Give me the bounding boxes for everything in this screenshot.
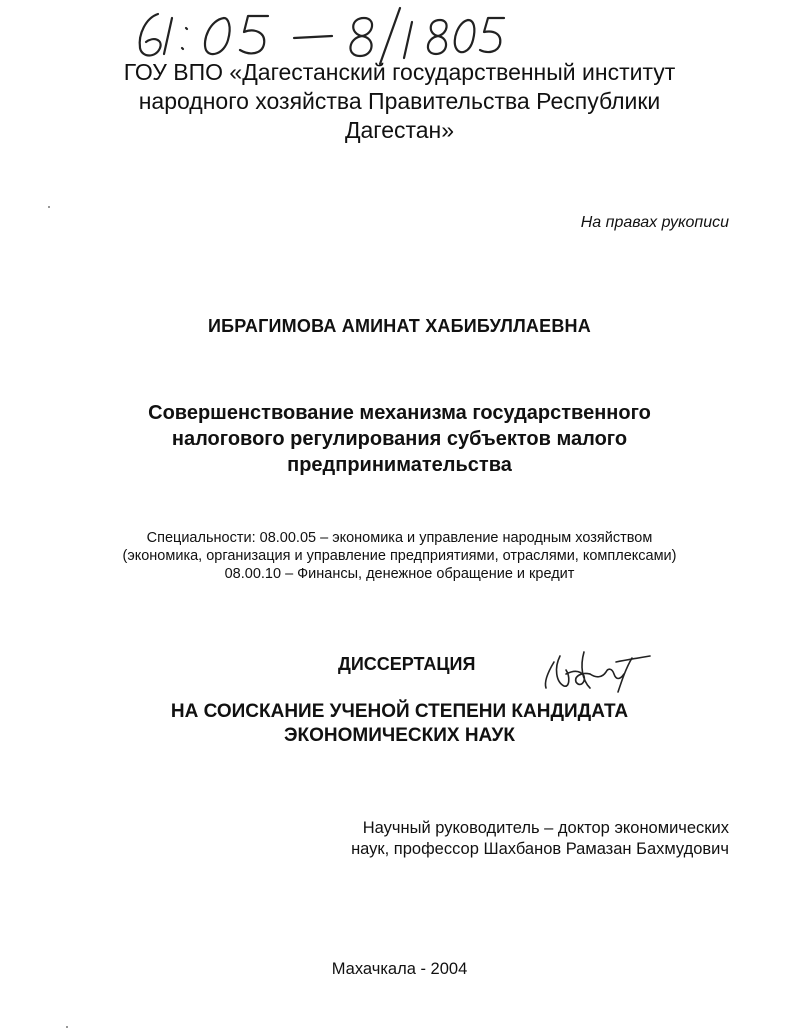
author-name: ИБРАГИМОВА АМИНАТ ХАБИБУЛЛАЕВНА: [208, 316, 591, 336]
manuscript-rights-note: На правах рукописи: [580, 214, 729, 231]
signature-svg: [540, 648, 652, 694]
title-line: налогового регулирования субъектов малого: [171, 428, 628, 450]
title-line: предпринимательства: [287, 454, 512, 476]
specialty-line: (экономика, организация и управление предприятиями, отраслями, комплексами): [122, 548, 677, 564]
specialty-line: 08.00.10 – Финансы, денежное обращение и кредит: [224, 566, 575, 582]
specialties-block: [0, 529, 799, 583]
institution-line: ГОУ ВПО «Дагестанский государственный институт: [123, 59, 676, 85]
supervisor-line: наук, профессор Шахбанов Рамазан Бахмудович: [351, 840, 729, 858]
institution-line: Дагестан»: [344, 117, 455, 143]
supervisor-line: Научный руководитель – доктор экономических: [362, 819, 729, 837]
degree-statement: [0, 700, 799, 748]
handwritten-signature: [540, 648, 652, 694]
city-year: Махачкала - 2004: [331, 960, 468, 978]
scan-speck: [66, 1026, 68, 1028]
institution-line: народного хозяйства Правительства Республики: [138, 88, 661, 114]
institution-name: [0, 58, 799, 145]
dissertation-title: [0, 400, 799, 478]
title-line: Совершенствование механизма государственного: [148, 402, 651, 424]
scientific-supervisor: [351, 818, 729, 860]
scan-speck: [48, 206, 50, 208]
degree-line: НА СОИСКАНИЕ УЧЕНОЙ СТЕПЕНИ КАНДИДАТА: [170, 701, 629, 722]
degree-line: ЭКОНОМИЧЕСКИХ НАУК: [284, 725, 515, 746]
document-type: ДИССЕРТАЦИЯ: [338, 654, 476, 674]
specialty-line: Специальности: 08.00.05 – экономика и управление народным хозяйством: [146, 530, 653, 546]
